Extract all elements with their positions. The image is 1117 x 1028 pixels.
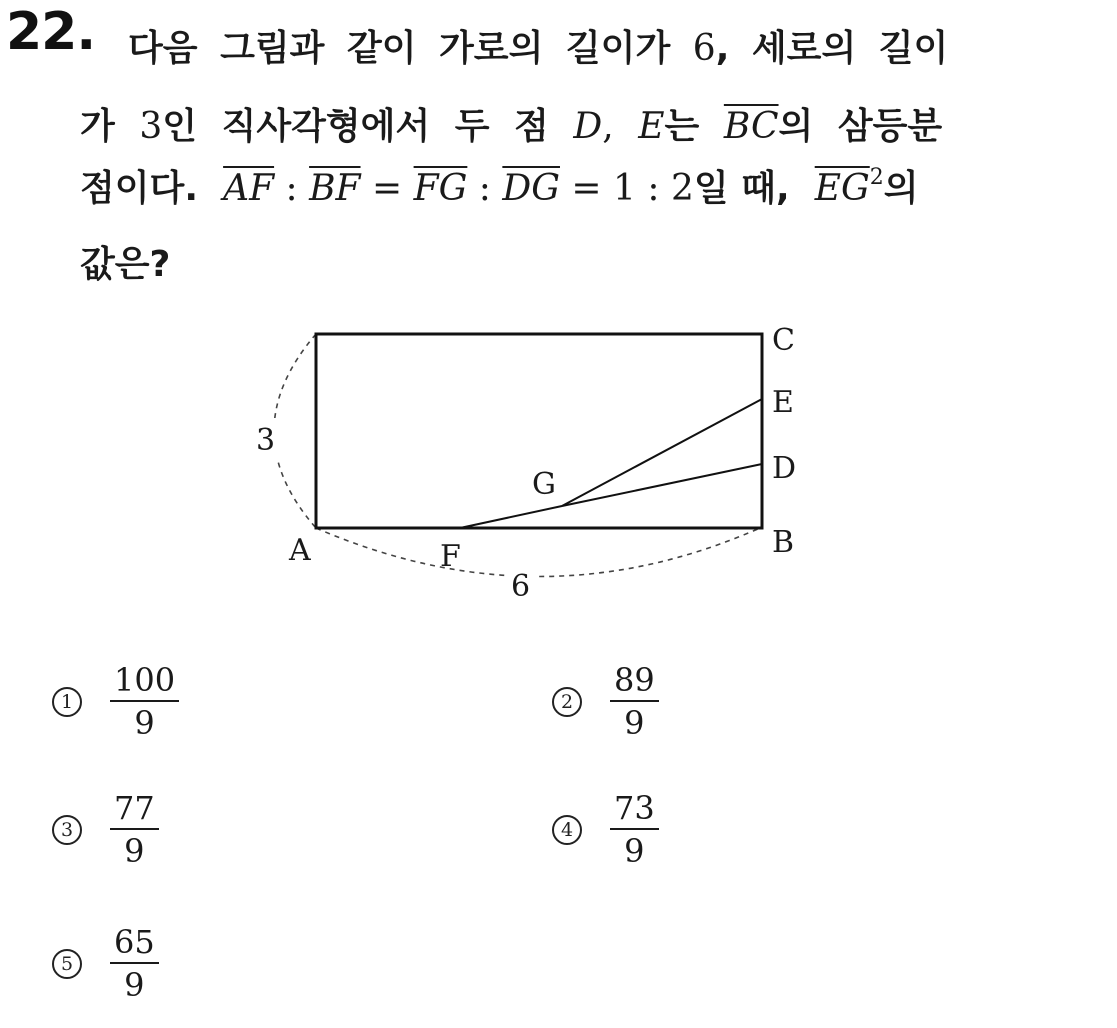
- choice-mark-3: 3: [52, 815, 82, 845]
- label-C: C: [772, 323, 795, 358]
- question-text: 다음 그림과 같이 가로의 길이가: [128, 28, 671, 69]
- numerator: 89: [614, 661, 655, 699]
- fraction: [610, 660, 659, 744]
- ratio: = 1 : 2: [559, 168, 694, 209]
- point-D: D: [573, 106, 603, 147]
- fraction: [110, 788, 159, 872]
- numerator: 73: [614, 789, 655, 827]
- label-D: D: [772, 451, 797, 486]
- question-text: 가: [80, 106, 115, 147]
- question-text-tail: , 세로의 길이: [715, 28, 949, 69]
- question-number: 22.: [6, 2, 96, 62]
- question-text: 점이다.: [80, 168, 199, 209]
- choice-mark-5: 5: [52, 949, 82, 979]
- numerator: 65: [114, 923, 155, 961]
- numerator: 100: [114, 661, 176, 699]
- comma: ,: [602, 106, 614, 147]
- choice-5[interactable]: [52, 922, 159, 1006]
- particle: 의: [883, 168, 919, 209]
- question-line-4: 값은?: [80, 244, 171, 285]
- fraction: [110, 660, 179, 744]
- fraction: [110, 922, 159, 1006]
- exponent: 2: [869, 165, 884, 190]
- particle: 는: [664, 106, 700, 147]
- segment-DG: $\overline{DG}$: [502, 168, 560, 209]
- choice-1[interactable]: [52, 660, 179, 744]
- colon: :: [467, 168, 503, 209]
- fraction: [610, 788, 659, 872]
- label-E: E: [772, 385, 794, 420]
- numerator: 77: [114, 789, 155, 827]
- label-A: A: [289, 533, 311, 568]
- choice-3[interactable]: [52, 788, 159, 872]
- choice-2[interactable]: [552, 660, 659, 744]
- width-value: 6: [692, 28, 716, 69]
- label-G: G: [532, 467, 556, 502]
- label-height-3: 3: [256, 423, 276, 458]
- choice-4[interactable]: [552, 788, 659, 872]
- label-F: F: [440, 539, 461, 574]
- choice-mark-2: 2: [552, 687, 582, 717]
- denominator: 9: [134, 704, 155, 742]
- label-width-6: 6: [511, 569, 531, 604]
- height-value: 3: [139, 106, 163, 147]
- choice-mark-1: 1: [52, 687, 82, 717]
- question-text: 일 때,: [693, 168, 790, 209]
- segment-BC: $\overline{BC}$: [723, 106, 779, 147]
- question-text: 의 삼등분: [778, 106, 943, 147]
- segment-AF: $\overline{AF}$: [223, 168, 275, 209]
- denominator: 9: [624, 832, 645, 870]
- colon: :: [274, 168, 310, 209]
- question-text: 인 직사각형에서 두 점: [162, 106, 549, 147]
- segment-BF: $\overline{BF}$: [309, 168, 361, 209]
- label-B: B: [772, 525, 795, 560]
- denominator: 9: [124, 966, 145, 1004]
- choice-mark-4: 4: [552, 815, 582, 845]
- segment-FG: $\overline{FG}$: [413, 168, 468, 209]
- equals: =: [360, 168, 414, 209]
- point-E: E: [638, 106, 665, 147]
- denominator: 9: [624, 704, 645, 742]
- segment-EG: $\overline{EG}$: [814, 168, 870, 209]
- denominator: 9: [124, 832, 145, 870]
